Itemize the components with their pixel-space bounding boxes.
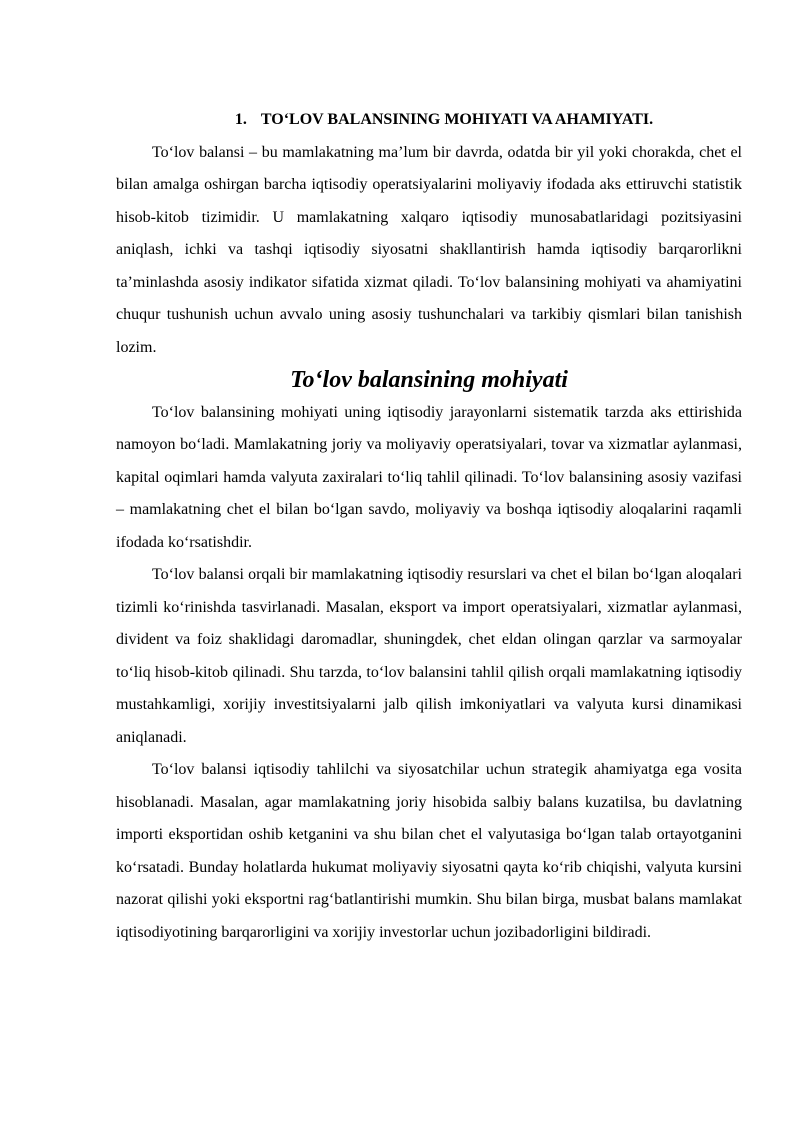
section-title: TO‘LOV BALANSINING MOHIYATI VA AHAMIYATI. <box>260 111 654 128</box>
body-paragraph-3: To‘lov balansi iqtisodiy tahlilchi va siyosatchilar uchun strategik ahamiyatga ega vosita hisoblanadi. Masalan, agar mamlakatning joriy hisobida salbiy balans kuzatilsa, bu davlatning importi eksportidan oshib ketganini va shu bilan chet el valyutasiga bo‘lgan talab ortayotganini ko‘rsatadi. Bunday holatlarda hukumat moliyaviy siyosatni qayta ko‘rib chiqishi, valyuta kursini nazorat qilishi yoki eksportni rag‘batlantirishi mumkin. Shu bilan birga, musbat balans mamlakat iqtisodiyotining barqarorligini va xorijiy investorlar uchun jozibadorligini bildiradi. <box>116 761 742 941</box>
section-number: 1. <box>234 111 247 128</box>
intro-paragraph: To‘lov balansi – bu mamlakatning ma’lum bir davrda, odatda bir yil yoki chorakda, chet el bilan amalga oshirgan barcha iqtisodiy operatsiyalarini moliyaviy ifodada aks ettiruvchi statistik hisob-kitob tizimidir. U mamlakatning xalqaro iqtisodiy munosabatlaridagi pozitsiyasini aniqlash, ichki va tashqi iqtisodiy siyosatni shakllantirish hamda iqtisodiy barqarorlikni ta’minlashda asosiy indikator sifatida xizmat qiladi. To‘lov balansining mohiyati va ahamiyatini chuqur tushunish uchun avvalo uning asosiy tushunchalari va tarkibiy qismlari bilan tanishish lozim. <box>116 143 742 356</box>
document-page <box>116 104 742 949</box>
section-heading <box>116 104 742 137</box>
subsection-heading: To‘lov balansining mohiyati <box>290 367 568 393</box>
body-paragraph-2: To‘lov balansi orqali bir mamlakatning iqtisodiy resurslari va chet el bilan bo‘lgan aloqalari tizimli ko‘rinishda tasvirlanadi. Masalan, eksport va import operatsiyalari, xizmatlar aylanmasi, divident va foiz shaklidagi daromadlar, shuningdek, chet eldan olingan qarzlar va sarmoyalar to‘liq hisob-kitob qilinadi. Shu tarzda, to‘lov balansini tahlil qilish orqali mamlakatning iqtisodiy mustahkamligi, xorijiy investitsiyalarni jalb qilish imkoniyatlari va valyuta kursi dinamikasi aniqlanadi. <box>116 566 742 746</box>
body-paragraph-1: To‘lov balansining mohiyati uning iqtisodiy jarayonlarni sistematik tarzda aks ettirishida namoyon bo‘ladi. Mamlakatning joriy va moliyaviy operatsiyalari, tovar va xizmatlar aylanmasi, kapital oqimlari hamda valyuta zaxiralari to‘liq tahlil qilinadi. To‘lov balansining asosiy vazifasi – mamlakatning chet el bilan bo‘lgan savdo, moliyaviy va boshqa iqtisodiy aloqalarini raqamli ifodada ko‘rsatishdir. <box>116 403 742 551</box>
